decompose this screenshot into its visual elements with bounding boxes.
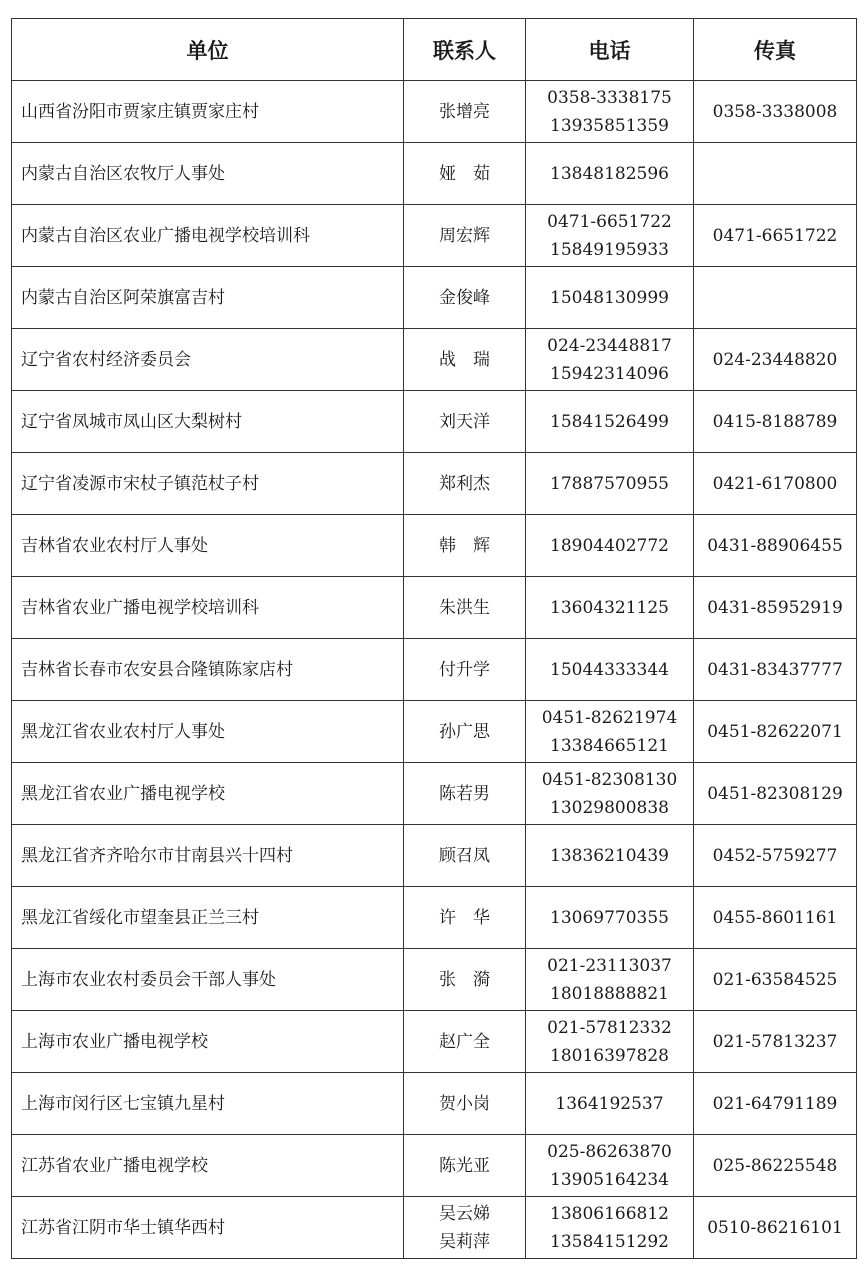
phone-number: 13806166812 [550, 1203, 669, 1224]
phone-cell [526, 329, 694, 391]
header-unit: 单位 [12, 19, 404, 81]
phone-cell [526, 1073, 694, 1135]
fax-cell: 0451-82308129 [694, 763, 857, 825]
phone-number: 17887570955 [550, 473, 669, 494]
unit-cell: 吉林省长春市农安县合隆镇陈家店村 [12, 639, 404, 701]
contact-name: 娅 茹 [439, 163, 490, 184]
contact-name: 赵广全 [439, 1031, 490, 1052]
fax-cell: 025-86225548 [694, 1135, 857, 1197]
contact-name: 陈光亚 [439, 1155, 490, 1176]
table-row [12, 267, 857, 329]
phone-number: 025-86263870 [547, 1141, 672, 1162]
contact-cell [404, 949, 526, 1011]
table-row [12, 1197, 857, 1259]
phone-cell [526, 887, 694, 949]
unit-cell: 山西省汾阳市贾家庄镇贾家庄村 [12, 81, 404, 143]
phone-number: 18018888821 [550, 983, 669, 1004]
table-row [12, 701, 857, 763]
phone-cell [526, 701, 694, 763]
unit-cell: 吉林省农业农村厅人事处 [12, 515, 404, 577]
header-contact: 联系人 [404, 19, 526, 81]
phone-number: 13848182596 [550, 163, 669, 184]
contact-cell [404, 887, 526, 949]
contact-name: 郑利杰 [439, 473, 490, 494]
phone-cell [526, 1135, 694, 1197]
unit-cell: 上海市农业广播电视学校 [12, 1011, 404, 1073]
phone-number: 13029800838 [550, 797, 669, 818]
fax-cell: 0452-5759277 [694, 825, 857, 887]
unit-cell: 吉林省农业广播电视学校培训科 [12, 577, 404, 639]
table-row [12, 763, 857, 825]
fax-cell: 021-64791189 [694, 1073, 857, 1135]
contact-cell [404, 825, 526, 887]
unit-cell: 内蒙古自治区农牧厅人事处 [12, 143, 404, 205]
fax-cell: 0451-82622071 [694, 701, 857, 763]
contact-name: 韩 辉 [439, 535, 490, 556]
table-row [12, 1135, 857, 1197]
contact-cell [404, 143, 526, 205]
contact-cell [404, 577, 526, 639]
phone-cell [526, 453, 694, 515]
phone-cell [526, 515, 694, 577]
header-row [12, 19, 857, 81]
fax-cell: 024-23448820 [694, 329, 857, 391]
fax-cell: 0431-85952919 [694, 577, 857, 639]
phone-cell [526, 205, 694, 267]
fax-cell: 0431-88906455 [694, 515, 857, 577]
unit-cell: 黑龙江省齐齐哈尔市甘南县兴十四村 [12, 825, 404, 887]
phone-number: 021-57812332 [547, 1017, 672, 1038]
unit-cell: 黑龙江省农业农村厅人事处 [12, 701, 404, 763]
phone-number: 0451-82308130 [541, 769, 678, 790]
phone-number: 1364192537 [555, 1093, 664, 1114]
contact-name: 金俊峰 [439, 287, 490, 308]
table-row [12, 639, 857, 701]
unit-cell: 辽宁省凌源市宋杖子镇范杖子村 [12, 453, 404, 515]
unit-cell: 上海市农业农村委员会干部人事处 [12, 949, 404, 1011]
phone-cell [526, 639, 694, 701]
phone-cell [526, 949, 694, 1011]
contact-name: 刘天洋 [439, 411, 490, 432]
contact-name: 贺小岗 [439, 1093, 490, 1114]
phone-number: 18016397828 [550, 1045, 669, 1066]
phone-number: 15048130999 [550, 287, 669, 308]
phone-cell [526, 1197, 694, 1259]
contact-name: 吴云娣 [439, 1203, 490, 1224]
contact-name: 张增亮 [439, 101, 490, 122]
fax-cell: 0455-8601161 [694, 887, 857, 949]
phone-cell [526, 81, 694, 143]
phone-cell [526, 825, 694, 887]
fax-cell: 0415-8188789 [694, 391, 857, 453]
fax-cell: 0510-86216101 [694, 1197, 857, 1259]
contact-cell [404, 205, 526, 267]
table-row [12, 577, 857, 639]
phone-number: 13584151292 [550, 1231, 669, 1252]
table-row [12, 329, 857, 391]
contact-cell [404, 81, 526, 143]
phone-number: 18904402772 [550, 535, 669, 556]
unit-cell: 内蒙古自治区阿荣旗富吉村 [12, 267, 404, 329]
fax-cell [694, 143, 857, 205]
phone-number: 13069770355 [550, 907, 669, 928]
phone-cell [526, 267, 694, 329]
phone-cell [526, 577, 694, 639]
phone-number: 15942314096 [550, 363, 669, 384]
table-row [12, 515, 857, 577]
phone-number: 13935851359 [550, 115, 669, 136]
phone-number: 15841526499 [550, 411, 669, 432]
contact-name: 周宏辉 [439, 225, 490, 246]
phone-cell [526, 1011, 694, 1073]
contact-name: 张 漪 [439, 969, 490, 990]
phone-cell [526, 143, 694, 205]
phone-number: 15849195933 [550, 239, 669, 260]
contact-name: 吴莉萍 [439, 1231, 490, 1252]
table-row [12, 887, 857, 949]
fax-cell: 0358-3338008 [694, 81, 857, 143]
unit-cell: 江苏省江阴市华士镇华西村 [12, 1197, 404, 1259]
fax-cell: 021-63584525 [694, 949, 857, 1011]
unit-cell: 江苏省农业广播电视学校 [12, 1135, 404, 1197]
fax-cell: 0471-6651722 [694, 205, 857, 267]
phone-number: 15044333344 [550, 659, 669, 680]
unit-cell: 内蒙古自治区农业广播电视学校培训科 [12, 205, 404, 267]
contact-table [11, 18, 857, 1259]
fax-cell: 0431-83437777 [694, 639, 857, 701]
table-row [12, 1073, 857, 1135]
phone-number: 13905164234 [550, 1169, 669, 1190]
contact-cell [404, 1011, 526, 1073]
contact-cell [404, 1197, 526, 1259]
contact-cell [404, 639, 526, 701]
contact-cell [404, 1073, 526, 1135]
contact-name: 许 华 [439, 907, 490, 928]
phone-number: 0451-82621974 [541, 707, 678, 728]
contact-cell [404, 701, 526, 763]
phone-number: 024-23448817 [547, 335, 672, 356]
fax-cell [694, 267, 857, 329]
unit-cell: 黑龙江省绥化市望奎县正兰三村 [12, 887, 404, 949]
table-row [12, 949, 857, 1011]
contact-name: 陈若男 [439, 783, 490, 804]
phone-cell [526, 763, 694, 825]
table-row [12, 81, 857, 143]
header-fax: 传真 [694, 19, 857, 81]
phone-number: 021-23113037 [547, 955, 672, 976]
table-row [12, 453, 857, 515]
contact-cell [404, 391, 526, 453]
phone-number: 13384665121 [550, 735, 669, 756]
phone-number: 0358-3338175 [547, 87, 672, 108]
phone-number: 13836210439 [550, 845, 669, 866]
contact-cell [404, 763, 526, 825]
table-row [12, 143, 857, 205]
phone-number: 13604321125 [550, 597, 669, 618]
contact-name: 战 瑞 [439, 349, 490, 370]
unit-cell: 黑龙江省农业广播电视学校 [12, 763, 404, 825]
phone-number: 0471-6651722 [547, 211, 672, 232]
contact-cell [404, 1135, 526, 1197]
unit-cell: 辽宁省凤城市凤山区大梨树村 [12, 391, 404, 453]
contact-name: 付升学 [439, 659, 490, 680]
phone-cell [526, 391, 694, 453]
unit-cell: 上海市闵行区七宝镇九星村 [12, 1073, 404, 1135]
fax-cell: 0421-6170800 [694, 453, 857, 515]
header-phone: 电话 [526, 19, 694, 81]
contact-cell [404, 515, 526, 577]
contact-cell [404, 329, 526, 391]
table-row [12, 1011, 857, 1073]
contact-cell [404, 453, 526, 515]
contact-name: 朱洪生 [439, 597, 490, 618]
fax-cell: 021-57813237 [694, 1011, 857, 1073]
contact-name: 孙广思 [439, 721, 490, 742]
table-row [12, 205, 857, 267]
table-row [12, 825, 857, 887]
unit-cell: 辽宁省农村经济委员会 [12, 329, 404, 391]
contact-name: 顾召凤 [439, 845, 490, 866]
table-row [12, 391, 857, 453]
contact-cell [404, 267, 526, 329]
